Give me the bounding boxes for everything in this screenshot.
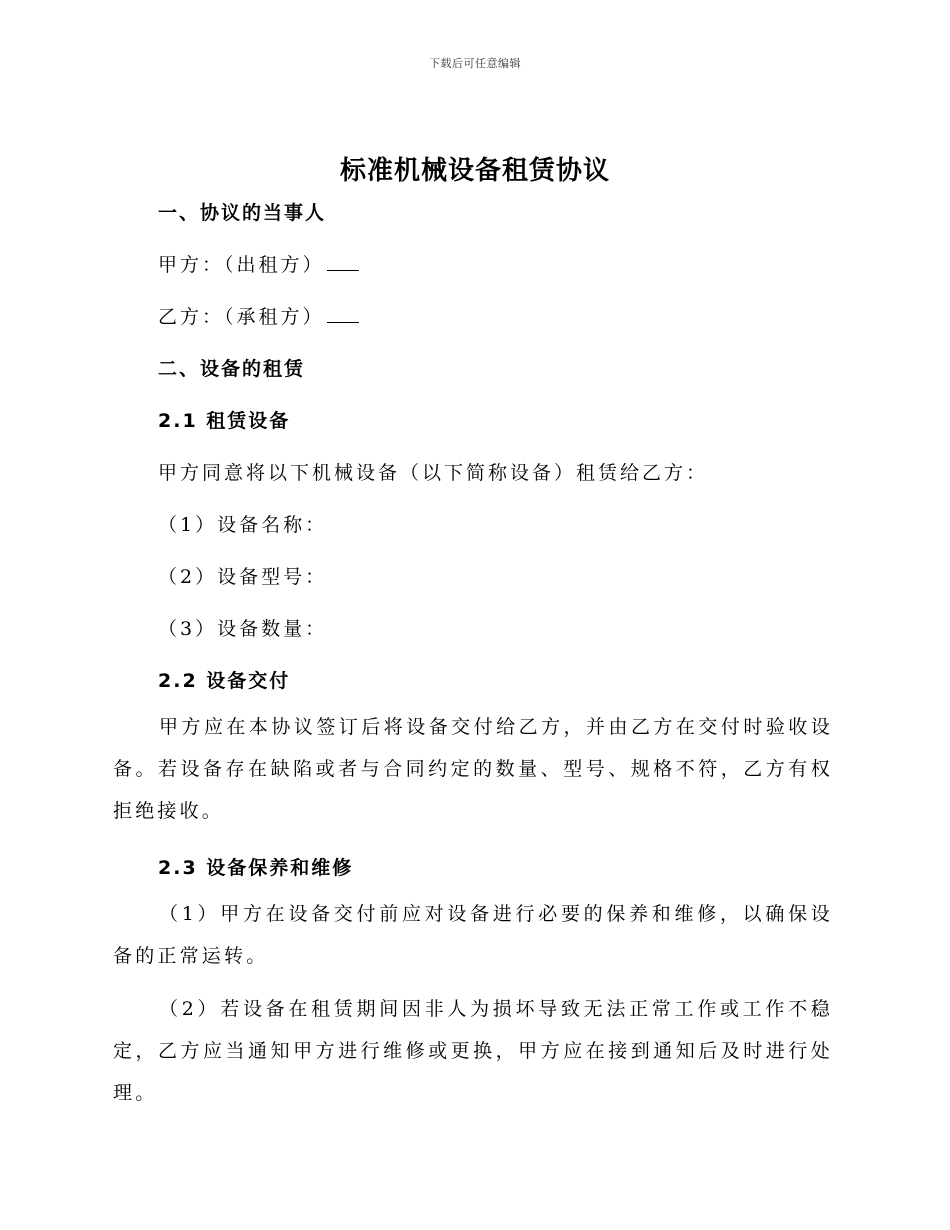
- equipment-name-item: （1）设备名称：: [158, 514, 328, 536]
- section22-heading: 2.2 设备交付: [158, 670, 291, 692]
- section23-paragraph-1: （1）甲方在设备交付前应对设备进行必要的保养和维修，以确保设备的正常运转。: [113, 903, 833, 967]
- party-b-line: [158, 302, 359, 329]
- section23-heading: 2.3 设备保养和维修: [158, 857, 354, 879]
- party-b-blank: [327, 304, 359, 323]
- section21-intro: 甲方同意将以下机械设备（以下简称设备）租赁给乙方：: [158, 462, 709, 484]
- section23-paragraph-2: （2）若设备在租赁期间因非人为损坏导致无法正常工作或工作不稳定，乙方应当通知甲方进行维修或更换，甲方应在接到通知后及时进行处理。: [113, 998, 833, 1104]
- document-title: 标准机械设备租赁协议: [339, 156, 610, 186]
- section2-heading: 二、设备的租赁: [158, 358, 306, 380]
- header-note: 下载后可任意编辑: [429, 57, 521, 70]
- equipment-model-item: （2）设备型号：: [158, 566, 328, 588]
- section1-heading: 一、协议的当事人: [158, 202, 327, 224]
- section22-paragraph: 甲方应在本协议签订后将设备交付给乙方，并由乙方在交付时验收设备。若设备存在缺陷或者与合同约定的数量、型号、规格不符，乙方有权拒绝接收。: [113, 716, 833, 822]
- equipment-quantity-item: （3）设备数量：: [158, 618, 328, 640]
- party-b-label: 乙方：（承租方）: [158, 306, 325, 328]
- section21-heading: 2.1 租赁设备: [158, 410, 291, 432]
- party-a-blank: [327, 252, 359, 271]
- party-a-label: 甲方：（出租方）: [158, 254, 325, 276]
- party-a-line: [158, 250, 359, 277]
